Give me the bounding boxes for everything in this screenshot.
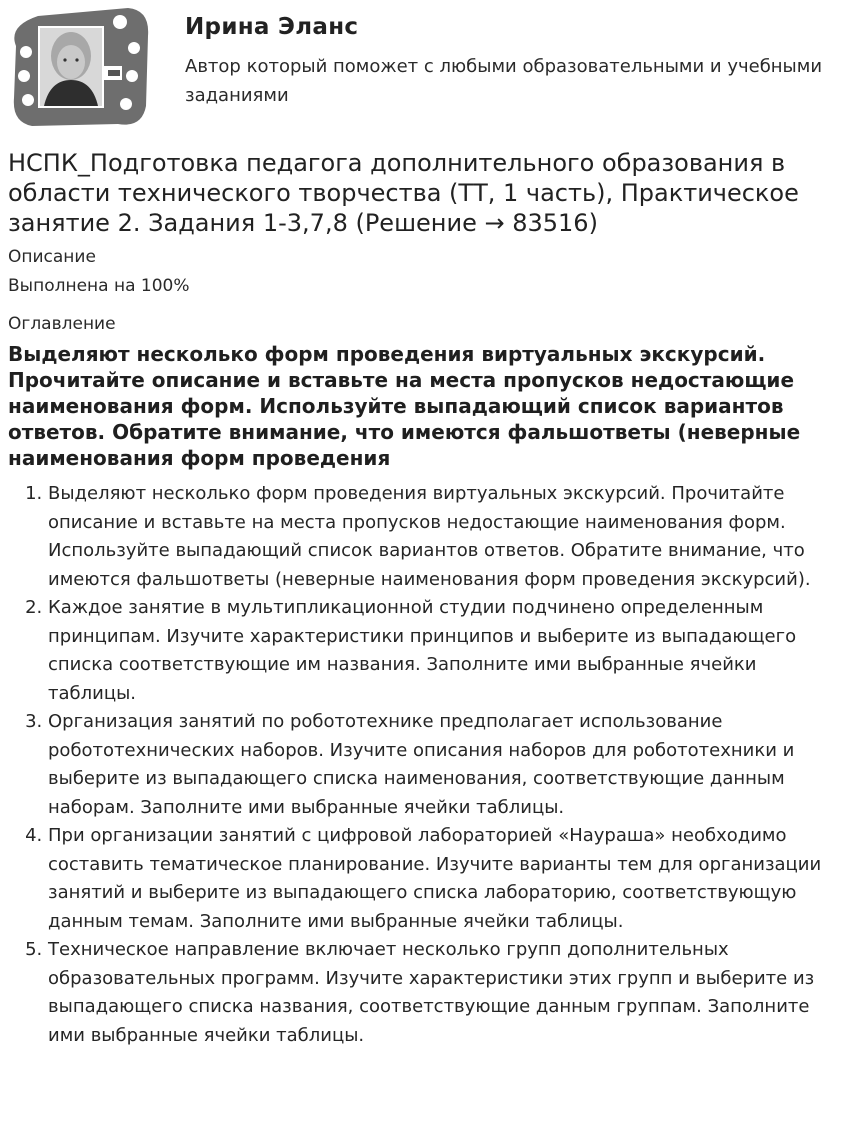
list-item: 4. При организации занятий с цифровой лабораторией «Наураша» необходимо составить тематическое планирование. Изучите варианты тем для организации занятий и выберите из выпадающего списка лабораторию, соответствующую данным темам. Заполните ими выбранные ячейки таблицы. bbox=[48, 822, 840, 936]
list-item: 5. Техническое направление включает несколько групп дополнительных образовательных программ. Изучите характеристики этих групп и выберите из выпадающего списка названия, соответствующие данным группам. Заполните ими выбранные ячейки таблицы. bbox=[48, 936, 840, 1050]
toc-label: Оглавление bbox=[8, 314, 116, 334]
list-item: 2. Каждое занятие в мультипликационной студии подчинено определенным принципам. Изучите характеристики принципов и выберите из выпадающего списка соответствующие им названия. Заполните ими выбранные ячейки таблицы. bbox=[48, 594, 840, 708]
list-item: 3. Организация занятий по робототехнике предполагает использование робототехнических наборов. Изучите описания наборов для робототехники и выберите из выпадающего списка наименования, соответствующие данным наборам. Заполните ими выбранные ячейки таблицы. bbox=[48, 708, 840, 822]
completion-status: Выполнена на 100% bbox=[8, 276, 190, 296]
list-item: 1. Выделяют несколько форм проведения виртуальных экскурсий. Прочитайте описание и вставьте на места пропусков недостающие наименования форм. Используйте выпадающий список вариантов ответов. Обратите внимание, что имеются фальшответы (неверные наименования форм проведения экскурсий). bbox=[48, 480, 840, 594]
page-title: НСПК_Подготовка педагога дополнительного образования в области технического творчества (ТТ, 1 часть), Практическое занятие 2. Задания 1-3,7,8 (Решение → 83516) bbox=[8, 149, 799, 237]
author-avatar[interactable] bbox=[8, 6, 150, 128]
author-card bbox=[8, 6, 838, 128]
author-name[interactable]: Ирина Эланс bbox=[185, 14, 359, 40]
author-description: Автор который поможет с любыми образовательными и учебными заданиями bbox=[185, 56, 823, 106]
toc-lead-text: Выделяют несколько форм проведения виртуальных экскурсий. Прочитайте описание и вставьте на места пропусков недостающие наименования форм. Используйте выпадающий список вариантов ответов. Обратите внимание, что имеются фальшответы (неверные наименования форм проведения bbox=[8, 342, 801, 470]
description-label: Описание bbox=[8, 247, 96, 267]
task-list bbox=[8, 480, 840, 1050]
